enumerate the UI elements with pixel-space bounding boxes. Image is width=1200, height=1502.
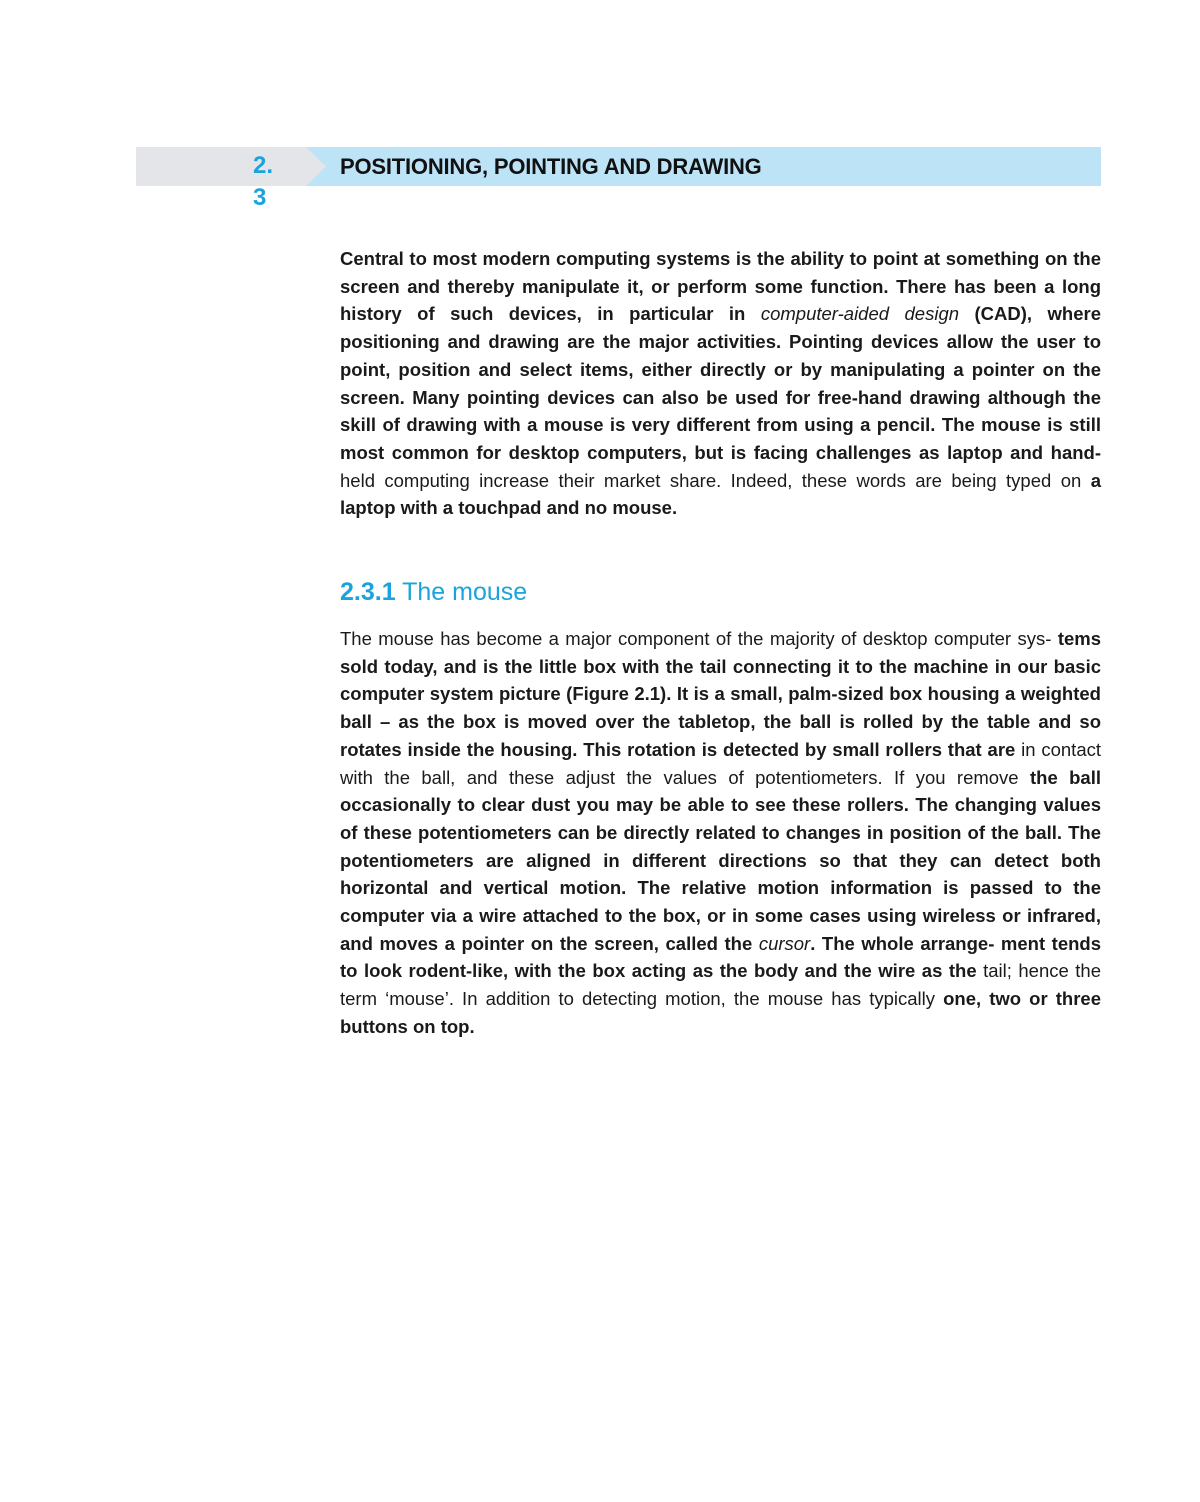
mouse-text-2: tems sold today, and is the little box with the tail connecting it to the machine in our basic computer system picture (Figure 2.1). It is a small, palm-sized box housing a weighted ball – as the box is moved over the tabletop, the ball is rolled by the table and so rotates inside the housing. This rotation is detected by small rollers that are — [340, 628, 1102, 760]
mouse-text-6: tail; hence the term ‘mouse’. In addition to detecting motion, the mouse has typically — [340, 960, 1101, 1010]
mouse-emphasis-cursor: cursor — [758, 932, 811, 954]
intro-text-1: Central to most modern computing systems is the ability to point at something on the screen and thereby manipulate it, or perform some function. There has been a long history of such devices, in particular in — [340, 248, 1101, 325]
mouse-text-1: The mouse has become a major component of the majority of desktop computer sys- — [340, 628, 1052, 649]
section-number: 2.3 — [253, 152, 274, 211]
mouse-text-7: one, two or three buttons on top. — [340, 988, 1101, 1037]
intro-paragraph — [340, 245, 1101, 522]
subsection-heading — [340, 575, 527, 609]
intro-emphasis-cad: computer-aided design — [760, 303, 960, 325]
mouse-text-3: in contact with the ball, and these adjust the values of potentiometers. If you remove — [340, 738, 1101, 788]
mouse-text-4: the ball occasionally to clear dust you may be able to see these rollers. The changing values of these potentiometers can be directly related to changes in position of the ball. The potentiometers are aligned in different directions so that they can detect both horizontal and vertical motion. The relative motion information is passed to the computer via a wire attached to the box, or in some cases using wireless or infrared, and moves a pointer on the screen, called the — [340, 766, 1101, 954]
section-band-left — [136, 147, 326, 186]
intro-text-4: a laptop with a touchpad and no mouse. — [340, 469, 1101, 519]
subsection-title: The mouse — [402, 578, 528, 606]
intro-text-3: held computing increase their market share. Indeed, these words are being typed on — [340, 469, 1082, 491]
subsection-number: 2.3.1 — [340, 578, 396, 606]
intro-text-2: (CAD), where positioning and drawing are the major activities. Pointing devices allow the user to point, position and select items, either directly or by manipulating a pointer on the screen. Many pointing devices can also be used for free-hand drawing although the skill of drawing with a mouse is very different from using a pencil. The mouse is still most common for desktop computers, but is facing challenges as laptop and hand- — [340, 303, 1101, 463]
mouse-paragraph — [340, 625, 1101, 1041]
section-title: POSITIONING, POINTING AND DRAWING — [340, 154, 762, 179]
mouse-text-5: . The whole arrange- ment tends to look rodent-like, with the box acting as the body and the wire as the — [340, 932, 1101, 982]
